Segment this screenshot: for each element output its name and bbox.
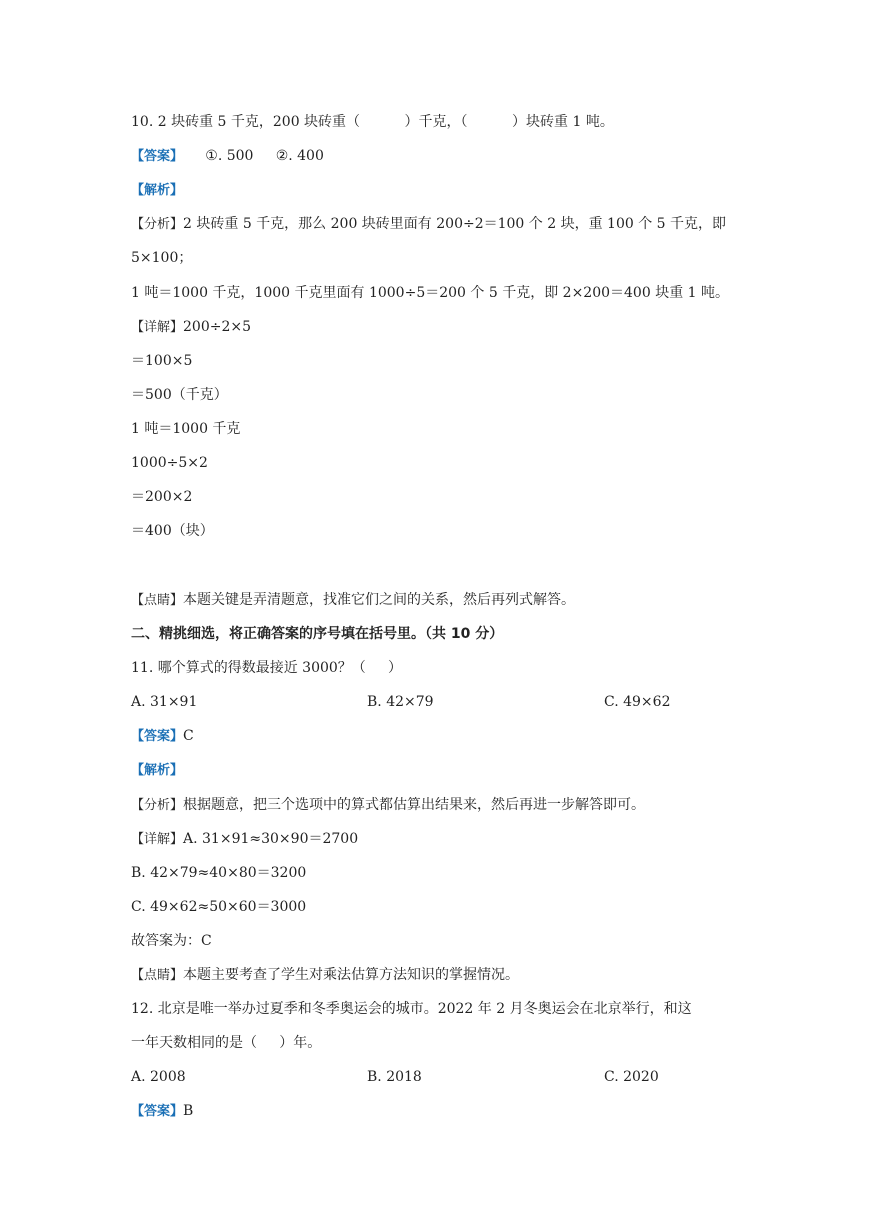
answer-tag: 【答案】 bbox=[131, 729, 184, 744]
dianjing-text: 本题关键是弄清题意，找准它们之间的关系，然后再列式解答。 bbox=[183, 592, 576, 608]
dianjing-tag: 【点睛】 bbox=[131, 968, 184, 983]
dianjing-text: 本题主要考查了学生对乘法估算方法知识的掌握情况。 bbox=[183, 967, 520, 983]
q11-option-b: B. 42×79 bbox=[367, 694, 434, 710]
xiangjie-tag: 【详解】 bbox=[131, 832, 184, 847]
jiexi-tag: 【解析】 bbox=[131, 183, 184, 198]
q10-xiangjie bbox=[131, 317, 251, 338]
q10-fenxi-1 bbox=[131, 214, 726, 235]
answer-text: C bbox=[183, 728, 194, 744]
fenxi-text: 根据题意，把三个选项中的算式都估算出结果来，然后再进一步解答即可。 bbox=[183, 797, 646, 813]
q11-jiexi bbox=[131, 760, 183, 781]
fenxi-tag: 【分析】 bbox=[131, 798, 184, 813]
q12-option-b: B. 2018 bbox=[367, 1069, 422, 1085]
fenxi-tag: 【分析】 bbox=[131, 217, 184, 232]
answer-text: B bbox=[183, 1103, 194, 1119]
xiangjie-text: A. 31×91≈30×90＝2700 bbox=[183, 831, 359, 847]
calc-line: 1 吨＝1000 千克 bbox=[131, 421, 241, 437]
q12-answer bbox=[131, 1101, 193, 1122]
xiangjie-text: 200÷2×5 bbox=[183, 319, 252, 335]
q11-fenxi bbox=[131, 795, 645, 816]
q12-option-c: C. 2020 bbox=[604, 1069, 659, 1085]
q11-xiangjie bbox=[131, 829, 358, 850]
q11-question: 11. 哪个算式的得数最接近 3000？（ ） bbox=[131, 660, 403, 676]
q10-dianjing bbox=[131, 590, 575, 611]
calc-line: ＝100×5 bbox=[131, 353, 193, 369]
answer-tag: 【答案】 bbox=[131, 1104, 184, 1119]
calc-line: 1000÷5×2 bbox=[131, 455, 208, 471]
fenxi-text: 2 块砖重 5 千克，那么 200 块砖里面有 200÷2＝100 个 2 块，重 100 个 5 千克，即 bbox=[183, 216, 727, 232]
q11-conclusion: 故答案为：C bbox=[131, 933, 212, 949]
q12-option-a: A. 2008 bbox=[131, 1069, 186, 1085]
calc-line: ＝200×2 bbox=[131, 489, 193, 505]
q10-fenxi-3: 1 吨＝1000 千克，1000 千克里面有 1000÷5＝200 个 5 千克，即 2×200＝400 块重 1 吨。 bbox=[131, 285, 729, 301]
q11-option-c: C. 49×62 bbox=[604, 694, 671, 710]
answer-text: ①. 500 ②. 400 bbox=[183, 148, 324, 164]
calc-line: ＝500（千克） bbox=[131, 387, 228, 403]
calc-line: ＝400（块） bbox=[131, 523, 214, 539]
q11-answer bbox=[131, 726, 194, 747]
dianjing-tag: 【点睛】 bbox=[131, 593, 184, 608]
q10-jiexi bbox=[131, 180, 183, 201]
q11-option-a: A. 31×91 bbox=[131, 694, 198, 710]
xiangjie-tag: 【详解】 bbox=[131, 320, 184, 335]
q10-answer bbox=[131, 146, 324, 167]
q12-question-1: 12. 北京是唯一举办过夏季和冬季奥运会的城市。2022 年 2 月冬奥运会在北京举行，和这 bbox=[131, 1001, 692, 1017]
section-title: 二、精挑细选，将正确答案的序号填在括号里。（共 10 分） bbox=[131, 626, 504, 642]
jiexi-tag: 【解析】 bbox=[131, 763, 184, 778]
q11-dianjing bbox=[131, 965, 519, 986]
q12-question-2: 一年天数相同的是（ ）年。 bbox=[131, 1035, 322, 1051]
q10-fenxi-2: 5×100； bbox=[131, 250, 193, 266]
q11-xiangjie-b: B. 42×79≈40×80＝3200 bbox=[131, 865, 307, 881]
answer-tag: 【答案】 bbox=[131, 149, 184, 164]
q11-xiangjie-c: C. 49×62≈50×60＝3000 bbox=[131, 899, 307, 915]
q10-question: 10. 2 块砖重 5 千克，200 块砖重（ ）千克，（ ）块砖重 1 吨。 bbox=[131, 114, 614, 130]
